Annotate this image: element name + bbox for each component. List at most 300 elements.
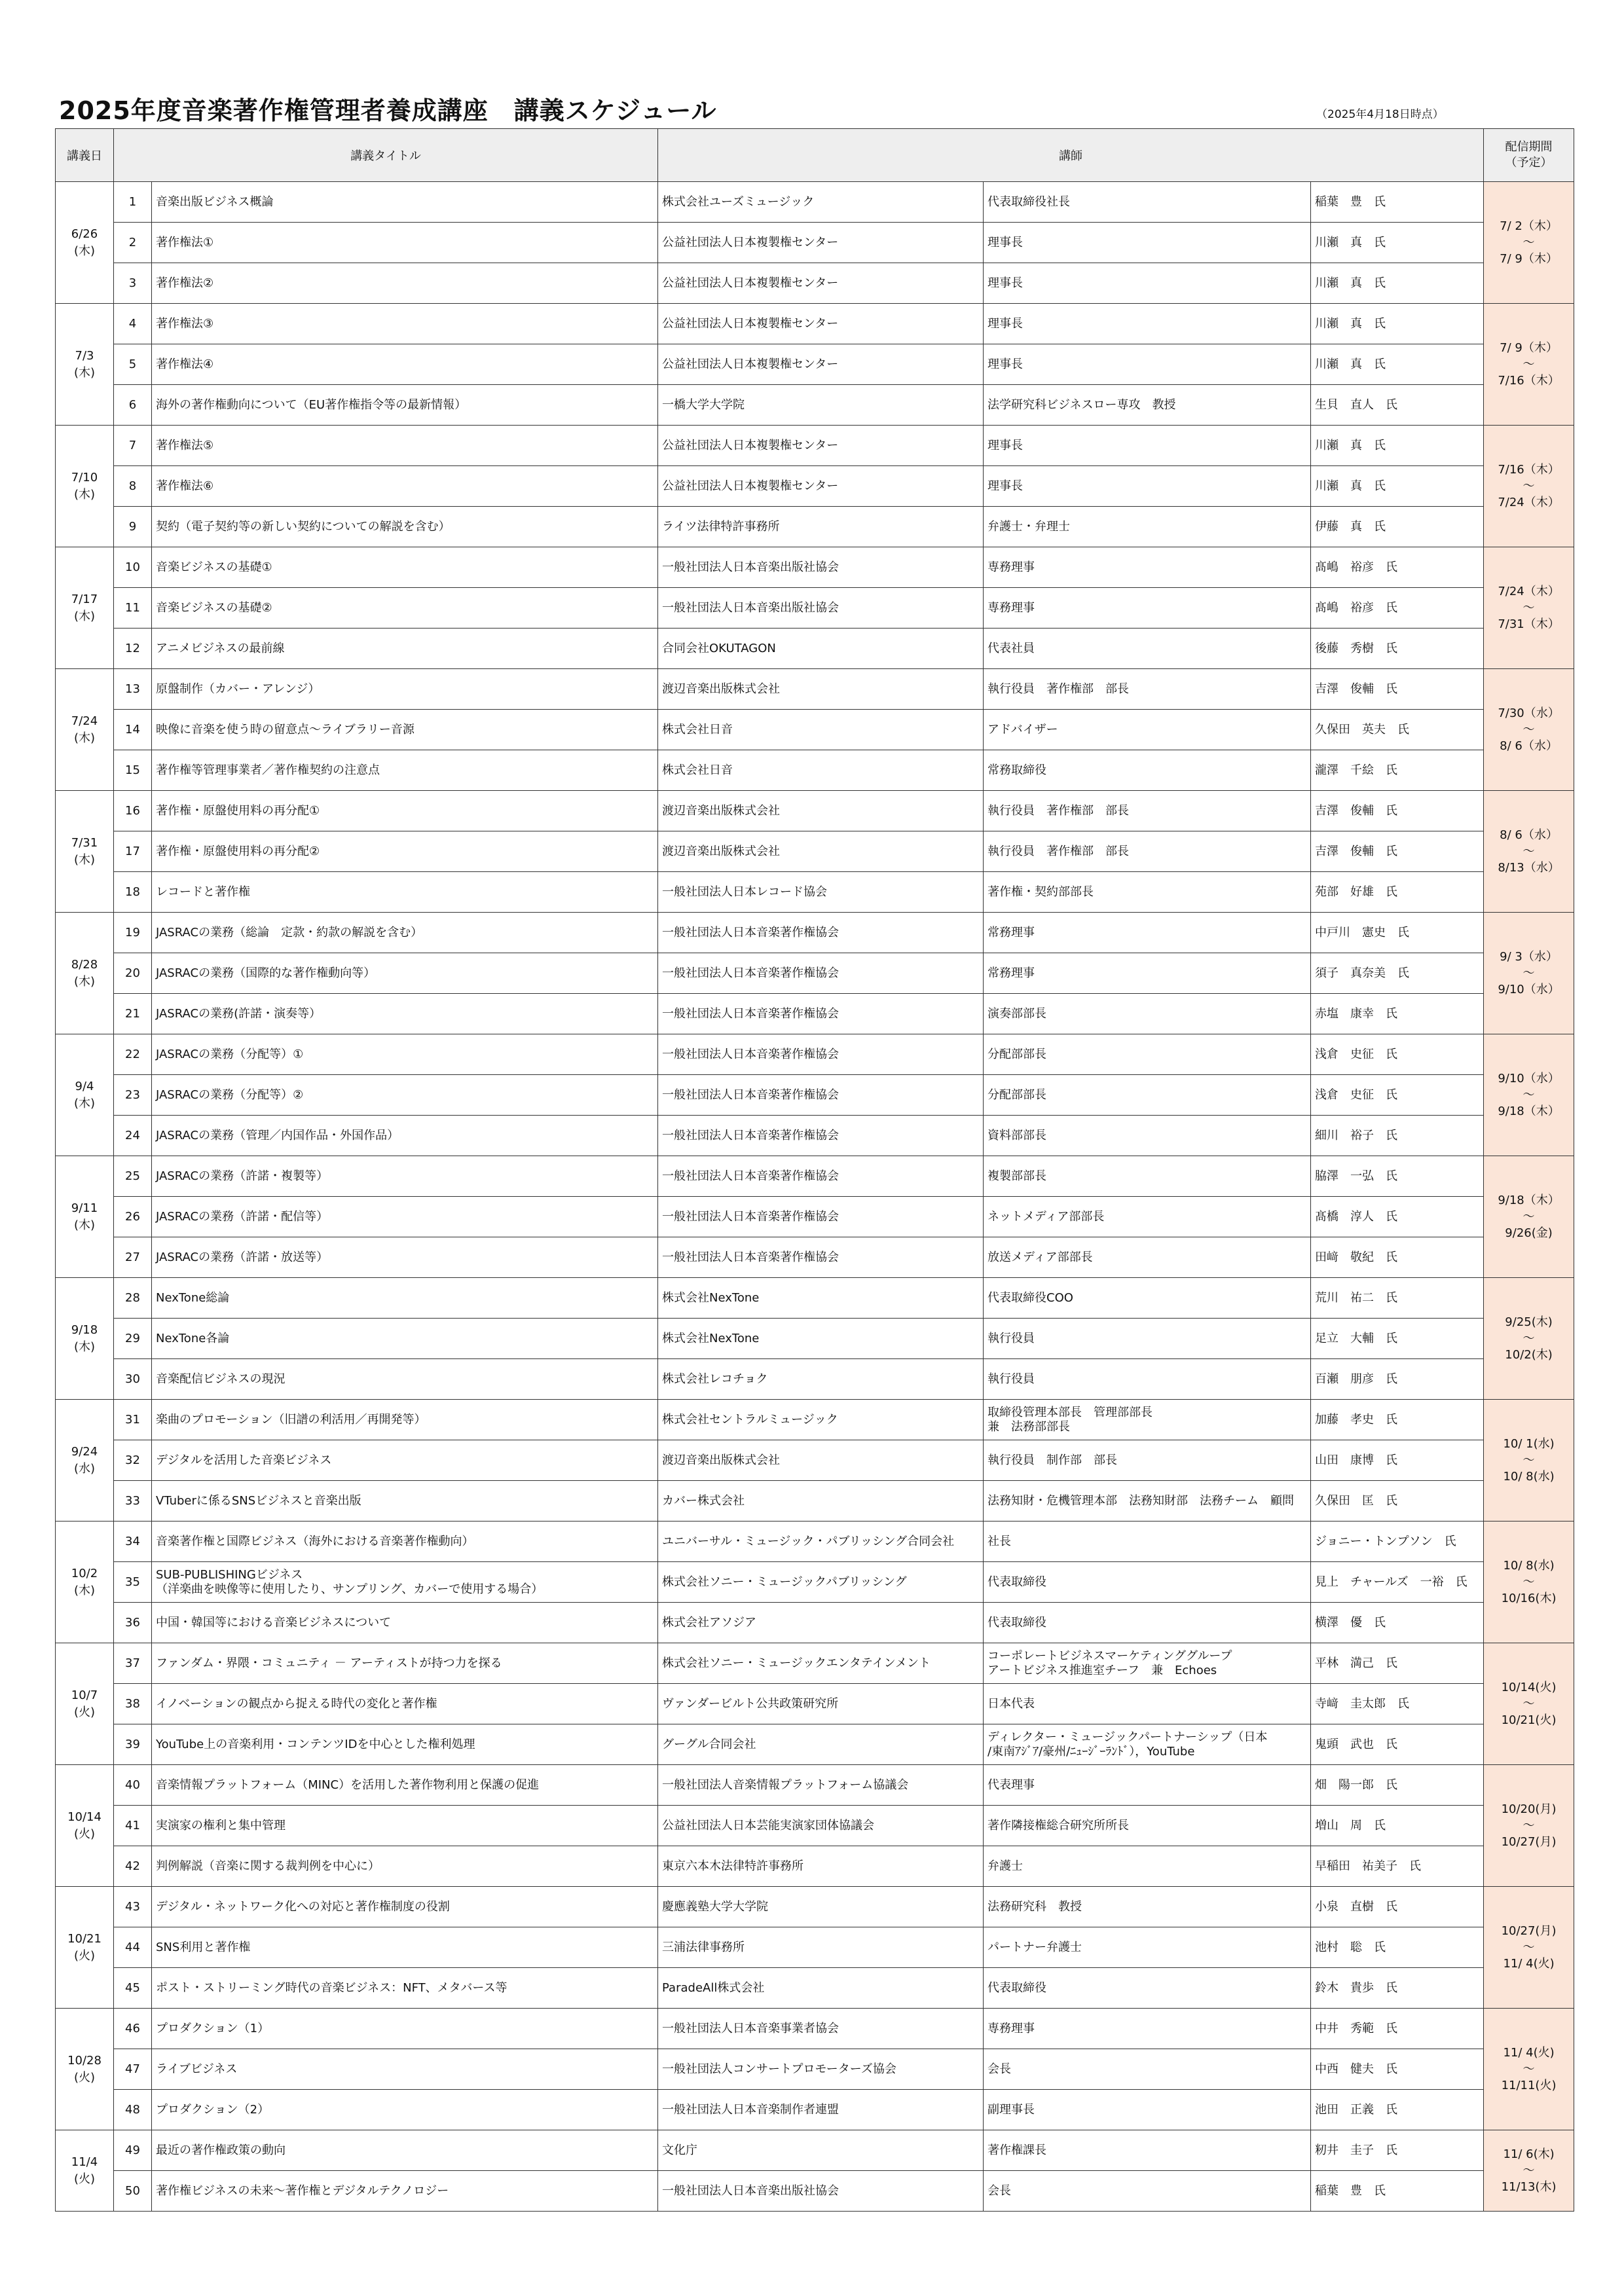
delivery-period — [1484, 1522, 1574, 1643]
lecture-date — [56, 1034, 114, 1156]
delivery-period — [1484, 2130, 1574, 2212]
lecture-title: NexTone各論 — [152, 1319, 658, 1359]
lecturer-position: ネットメディア部部長 — [984, 1197, 1311, 1237]
delivery-period-line: 9/ 3（水） — [1500, 950, 1558, 964]
delivery-period — [1484, 1278, 1574, 1400]
table-row — [56, 1724, 1574, 1765]
lecturer-organization: 一般社団法人日本音楽著作権協会 — [658, 994, 984, 1034]
delivery-period-line: 8/13（水） — [1498, 861, 1560, 875]
lecture-date-line: 10/21 — [67, 1931, 101, 1946]
lecturer-position: パートナー弁護士 — [984, 1927, 1311, 1968]
table-row — [56, 1400, 1574, 1440]
delivery-period-line: 7/ 9（木） — [1500, 341, 1558, 355]
delivery-period-line: ～ — [1522, 1941, 1535, 1954]
lecture-title: 音楽配信ビジネスの現況 — [152, 1359, 658, 1400]
lecture-number: 18 — [114, 872, 152, 913]
lecturer-name: 生貝 直人 氏 — [1311, 385, 1484, 426]
lecturer-name: 見上 チャールズ 一裕 氏 — [1311, 1562, 1484, 1603]
delivery-period-line: 9/10（水） — [1498, 983, 1560, 996]
lecture-date — [56, 669, 114, 791]
table-row — [56, 1034, 1574, 1075]
table-row — [56, 1806, 1574, 1846]
lecture-number: 10 — [114, 547, 152, 588]
lecturer-name: 須子 真奈美 氏 — [1311, 953, 1484, 994]
lecture-date-line: (火) — [73, 1948, 96, 1963]
lecture-date-line: (木) — [73, 1339, 96, 1354]
lecture-date-line: 9/4 — [75, 1079, 94, 1093]
delivery-period-line: ～ — [1522, 357, 1535, 371]
delivery-period-line: 9/18（木） — [1498, 1194, 1560, 1207]
lecture-title: ライブビジネス — [152, 2049, 658, 2090]
delivery-period-line: ～ — [1522, 966, 1535, 980]
lecture-date-line: 7/31 — [71, 835, 98, 850]
delivery-period-line: ～ — [1522, 2062, 1535, 2076]
lecture-number: 41 — [114, 1806, 152, 1846]
header-day: 講義日 — [56, 129, 114, 182]
lecture-date-line: (火) — [73, 2070, 96, 2085]
lecturer-position: 取締役管理本部長 管理部部長 兼 法務部部長 — [984, 1400, 1311, 1440]
lecturer-position: 執行役員 — [984, 1359, 1311, 1400]
lecture-date — [56, 547, 114, 669]
lecturer-organization: 一般社団法人日本音楽出版社協会 — [658, 547, 984, 588]
lecturer-position: 理事長 — [984, 304, 1311, 344]
table-row — [56, 629, 1574, 669]
table-row — [56, 304, 1574, 344]
table-row — [56, 710, 1574, 750]
lecture-number: 4 — [114, 304, 152, 344]
delivery-period-line: 10/27(月) — [1501, 1835, 1557, 1849]
lecture-title: JASRACの業務（許諾・複製等） — [152, 1156, 658, 1197]
lecture-number: 16 — [114, 791, 152, 831]
lecture-number: 45 — [114, 1968, 152, 2009]
lecturer-name: 髙嶋 裕彦 氏 — [1311, 588, 1484, 629]
lecture-number: 7 — [114, 426, 152, 466]
lecturer-position: 著作隣接権総合研究所所長 — [984, 1806, 1311, 1846]
lecturer-position: 会長 — [984, 2049, 1311, 2090]
lecturer-position: 専務理事 — [984, 588, 1311, 629]
lecturer-name: 横澤 優 氏 — [1311, 1603, 1484, 1643]
lecture-date — [56, 913, 114, 1034]
lecture-date — [56, 1278, 114, 1400]
lecture-title: プロダクション（2） — [152, 2090, 658, 2130]
lecture-number: 11 — [114, 588, 152, 629]
lecture-number: 42 — [114, 1846, 152, 1887]
table-row — [56, 1237, 1574, 1278]
lecturer-organization: 公益社団法人日本複製権センター — [658, 426, 984, 466]
lecturer-name: 後藤 秀樹 氏 — [1311, 629, 1484, 669]
delivery-period-line: 7/30（水） — [1498, 706, 1560, 720]
lecturer-name: 池村 聡 氏 — [1311, 1927, 1484, 1968]
table-row — [56, 2171, 1574, 2212]
lecturer-organization: 一般社団法人日本音楽著作権協会 — [658, 1116, 984, 1156]
lecture-date-line: 11/4 — [71, 2155, 98, 2169]
delivery-period-line: ～ — [1522, 1453, 1535, 1467]
table-row — [56, 1075, 1574, 1116]
delivery-period — [1484, 426, 1574, 547]
lecturer-position: 代表取締役 — [984, 1562, 1311, 1603]
lecturer-position: 理事長 — [984, 344, 1311, 385]
lecture-title: NexTone総論 — [152, 1278, 658, 1319]
lecture-title: 著作権等管理事業者／著作権契約の注意点 — [152, 750, 658, 791]
delivery-period-line: ～ — [1522, 1819, 1535, 1832]
lecture-title: 映像に音楽を使う時の留意点～ライブラリー音源 — [152, 710, 658, 750]
lecturer-organization: 一般社団法人音楽情報プラットフォーム協議会 — [658, 1765, 984, 1806]
table-row — [56, 2090, 1574, 2130]
lecturer-name: 川瀬 真 氏 — [1311, 426, 1484, 466]
delivery-period — [1484, 182, 1574, 304]
table-row — [56, 1684, 1574, 1724]
delivery-period-line: ～ — [1522, 845, 1535, 858]
lecture-date-line: (木) — [73, 852, 96, 867]
delivery-period-line: 9/26(金) — [1505, 1226, 1553, 1240]
lecturer-position: 弁護士 — [984, 1846, 1311, 1887]
lecturer-organization: 株式会社NexTone — [658, 1278, 984, 1319]
table-row — [56, 263, 1574, 304]
delivery-period — [1484, 1765, 1574, 1887]
lecturer-name: 田﨑 敬紀 氏 — [1311, 1237, 1484, 1278]
lecture-date-line: (木) — [73, 731, 96, 745]
lecturer-position: 常務理事 — [984, 913, 1311, 953]
lecturer-organization: 一般社団法人日本音楽事業者協会 — [658, 2009, 984, 2049]
lecturer-position: 理事長 — [984, 426, 1311, 466]
lecture-date-line: 7/24 — [71, 714, 98, 728]
lecture-date-line: (木) — [73, 1096, 96, 1110]
lecturer-position: 著作権・契約部部長 — [984, 872, 1311, 913]
lecture-date-line: (火) — [73, 1827, 96, 1841]
lecturer-organization: 株式会社日音 — [658, 750, 984, 791]
lecturer-organization: 一般社団法人日本音楽著作権協会 — [658, 913, 984, 953]
lecturer-name: 吉澤 俊輔 氏 — [1311, 791, 1484, 831]
lecture-title: 判例解説（音楽に関する裁判例を中心に） — [152, 1846, 658, 1887]
table-row — [56, 2009, 1574, 2049]
header-row — [56, 129, 1574, 182]
lecture-title: 著作権法⑤ — [152, 426, 658, 466]
lecture-number: 31 — [114, 1400, 152, 1440]
lecturer-position: 執行役員 著作権部 部長 — [984, 831, 1311, 872]
lecture-number: 3 — [114, 263, 152, 304]
lecturer-name: 吉澤 俊輔 氏 — [1311, 669, 1484, 710]
lecture-title: VTuberに係るSNSビジネスと音楽出版 — [152, 1481, 658, 1522]
lecturer-organization: 一般社団法人コンサートプロモーターズ協会 — [658, 2049, 984, 2090]
delivery-period-line: 10/2(木) — [1505, 1348, 1553, 1362]
table-row — [56, 1765, 1574, 1806]
lecturer-position: 法務知財・危機管理本部 法務知財部 法務チーム 顧問 — [984, 1481, 1311, 1522]
lecturer-organization: 株式会社ソニー・ミュージックパブリッシング — [658, 1562, 984, 1603]
delivery-period-line: 9/10（水） — [1498, 1072, 1560, 1085]
lecture-title: 音楽情報プラットフォーム（MINC）を活用した著作物利用と保護の促進 — [152, 1765, 658, 1806]
table-row — [56, 1968, 1574, 2009]
delivery-period-line: ～ — [1522, 723, 1535, 737]
lecture-number: 12 — [114, 629, 152, 669]
lecture-number: 14 — [114, 710, 152, 750]
table-row — [56, 953, 1574, 994]
lecturer-name: 川瀬 真 氏 — [1311, 304, 1484, 344]
lecturer-name: 山田 康博 氏 — [1311, 1440, 1484, 1481]
lecture-number: 15 — [114, 750, 152, 791]
lecture-date-line: 9/18 — [71, 1322, 98, 1337]
delivery-period-line: 10/ 8(水) — [1503, 1470, 1555, 1484]
lecture-title: アニメビジネスの最前線 — [152, 629, 658, 669]
lecturer-name: 加藤 孝史 氏 — [1311, 1400, 1484, 1440]
delivery-period-line: 8/ 6（水） — [1500, 739, 1558, 753]
lecturer-name: 早稲田 祐美子 氏 — [1311, 1846, 1484, 1887]
lecturer-position: 複製部部長 — [984, 1156, 1311, 1197]
lecture-title: 音楽著作権と国際ビジネス（海外における音楽著作権動向） — [152, 1522, 658, 1562]
delivery-period-line: 7/31（木） — [1498, 617, 1560, 631]
lecture-date-line: 6/26 — [71, 227, 98, 241]
table-row — [56, 1481, 1574, 1522]
table-row — [56, 1116, 1574, 1156]
table-row — [56, 1359, 1574, 1400]
delivery-period-line: 11/ 4(火) — [1503, 2046, 1555, 2060]
delivery-period-line: 8/ 6（水） — [1500, 828, 1558, 842]
lecture-title: 著作権法⑥ — [152, 466, 658, 507]
lecture-number: 48 — [114, 2090, 152, 2130]
delivery-period-line: ～ — [1522, 1332, 1535, 1345]
lecturer-organization: ライツ法律特許事務所 — [658, 507, 984, 547]
lecturer-organization: 一般社団法人日本レコード協会 — [658, 872, 984, 913]
lecturer-position: 理事長 — [984, 466, 1311, 507]
table-row — [56, 507, 1574, 547]
lecture-date — [56, 1765, 114, 1887]
lecture-number: 19 — [114, 913, 152, 953]
lecturer-organization: 合同会社OKUTAGON — [658, 629, 984, 669]
lecture-date — [56, 2130, 114, 2212]
table-row — [56, 1440, 1574, 1481]
lecture-title: 著作権法① — [152, 223, 658, 263]
as-of-date: （2025年4月18日時点） — [1316, 108, 1444, 121]
lecturer-organization: 渡辺音楽出版株式会社 — [658, 669, 984, 710]
lecturer-name: 苑部 好雄 氏 — [1311, 872, 1484, 913]
lecture-date — [56, 791, 114, 913]
lecture-number: 23 — [114, 1075, 152, 1116]
lecturer-name: ジョニー・トンプソン 氏 — [1311, 1522, 1484, 1562]
lecture-title: ファンダム・界隈・コミュニティ － アーティストが持つ力を探る — [152, 1643, 658, 1684]
lecture-title: JASRACの業務（総論 定款・約款の解説を含む） — [152, 913, 658, 953]
table-row — [56, 1319, 1574, 1359]
lecturer-name: 川瀬 真 氏 — [1311, 466, 1484, 507]
lecture-number: 17 — [114, 831, 152, 872]
lecturer-organization: 一般社団法人日本音楽制作者連盟 — [658, 2090, 984, 2130]
lecture-date-line: 10/2 — [71, 1566, 98, 1580]
lecture-number: 36 — [114, 1603, 152, 1643]
lecturer-organization: 公益社団法人日本芸能実演家団体協議会 — [658, 1806, 984, 1846]
lecture-date — [56, 1400, 114, 1522]
lecture-date-line: 9/24 — [71, 1444, 98, 1459]
lecture-date-line: 7/3 — [75, 348, 94, 363]
table-row — [56, 1562, 1574, 1603]
lecturer-position: 代表取締役COO — [984, 1278, 1311, 1319]
lecturer-position: 代表社員 — [984, 629, 1311, 669]
page-title: 2025年度音楽著作権管理者養成講座 講義スケジュール — [59, 96, 717, 125]
lecturer-organization: ParadeAll株式会社 — [658, 1968, 984, 2009]
table-row — [56, 1846, 1574, 1887]
table-row — [56, 1927, 1574, 1968]
table-row — [56, 669, 1574, 710]
lecture-title: 著作権・原盤使用料の再分配① — [152, 791, 658, 831]
lecture-date-line: (火) — [73, 1705, 96, 1719]
lecturer-organization: 三浦法律事務所 — [658, 1927, 984, 1968]
lecture-title: JASRACの業務（分配等）② — [152, 1075, 658, 1116]
lecture-number: 1 — [114, 182, 152, 223]
delivery-period — [1484, 1156, 1574, 1278]
lecture-date-line: 7/10 — [71, 470, 98, 484]
lecturer-name: 平林 満己 氏 — [1311, 1643, 1484, 1684]
table-row — [56, 913, 1574, 953]
delivery-period-line: 7/24（木） — [1498, 585, 1560, 598]
lecture-date — [56, 182, 114, 304]
lecturer-position: 副理事長 — [984, 2090, 1311, 2130]
lecturer-organization: 一般社団法人日本音楽著作権協会 — [658, 953, 984, 994]
lecture-date-line: (木) — [73, 487, 96, 501]
lecturer-organization: 一般社団法人日本音楽著作権協会 — [658, 1156, 984, 1197]
lecture-title: 海外の著作権動向について（EU著作権指令等の最新情報） — [152, 385, 658, 426]
lecturer-name: 久保田 英夫 氏 — [1311, 710, 1484, 750]
lecturer-position: 執行役員 — [984, 1319, 1311, 1359]
table-row — [56, 2130, 1574, 2171]
lecturer-name: 髙橋 淳人 氏 — [1311, 1197, 1484, 1237]
lecturer-name: 小泉 直樹 氏 — [1311, 1887, 1484, 1927]
lecturer-name: 川瀬 真 氏 — [1311, 344, 1484, 385]
header-lecturer: 講師 — [658, 129, 1484, 182]
lecturer-name: 吉澤 俊輔 氏 — [1311, 831, 1484, 872]
table-row — [56, 385, 1574, 426]
lecture-number: 40 — [114, 1765, 152, 1806]
lecturer-position: 分配部部長 — [984, 1075, 1311, 1116]
lecture-title: JASRACの業務（国際的な著作権動向等） — [152, 953, 658, 994]
lecture-date-line: (木) — [73, 609, 96, 623]
lecturer-organization: 一般社団法人日本音楽著作権協会 — [658, 1197, 984, 1237]
lecturer-organization: 株式会社ユーズミュージック — [658, 182, 984, 223]
lecture-number: 25 — [114, 1156, 152, 1197]
lecturer-name: 川瀬 真 氏 — [1311, 263, 1484, 304]
lecturer-position: 社長 — [984, 1522, 1311, 1562]
table-row — [56, 831, 1574, 872]
lecturer-position: コーポレートビジネスマーケティンググループ アートビジネス推進室チーフ 兼 Echoes — [984, 1643, 1311, 1684]
lecture-title: 音楽ビジネスの基礎② — [152, 588, 658, 629]
lecturer-name: 赤塩 康幸 氏 — [1311, 994, 1484, 1034]
table-row — [56, 1887, 1574, 1927]
lecturer-name: 伊藤 真 氏 — [1311, 507, 1484, 547]
lecture-number: 38 — [114, 1684, 152, 1724]
lecture-title: デジタル・ネットワーク化への対応と著作権制度の役割 — [152, 1887, 658, 1927]
lecture-number: 46 — [114, 2009, 152, 2049]
lecturer-name: 池田 正義 氏 — [1311, 2090, 1484, 2130]
lecturer-name: 足立 大輔 氏 — [1311, 1319, 1484, 1359]
lecturer-name: 荒川 祐二 氏 — [1311, 1278, 1484, 1319]
lecturer-position: 資料部部長 — [984, 1116, 1311, 1156]
delivery-period — [1484, 1400, 1574, 1522]
delivery-period-line: 11/11(火) — [1501, 2079, 1557, 2092]
lecture-number: 9 — [114, 507, 152, 547]
lecture-title: YouTube上の音楽利用・コンテンツIDを中心とした権利処理 — [152, 1724, 658, 1765]
schedule-table — [55, 128, 1574, 2212]
lecturer-name: 稲葉 豊 氏 — [1311, 2171, 1484, 2212]
lecturer-organization: 東京六本木法律特許事務所 — [658, 1846, 984, 1887]
lecture-date — [56, 2009, 114, 2130]
lecture-date-line: 7/17 — [71, 592, 98, 606]
lecturer-organization: 株式会社NexTone — [658, 1319, 984, 1359]
lecturer-position: 弁護士・弁理士 — [984, 507, 1311, 547]
lecture-number: 33 — [114, 1481, 152, 1522]
lecture-title: 原盤制作（カバー・アレンジ） — [152, 669, 658, 710]
table-row — [56, 588, 1574, 629]
delivery-period — [1484, 913, 1574, 1034]
lecture-date — [56, 1522, 114, 1643]
delivery-period-line: 9/18（木） — [1498, 1104, 1560, 1118]
lecture-number: 44 — [114, 1927, 152, 1968]
lecture-date-line: 10/14 — [67, 1810, 101, 1824]
lecturer-organization: 一般社団法人日本音楽著作権協会 — [658, 1075, 984, 1116]
table-row — [56, 750, 1574, 791]
lecturer-organization: 一般社団法人日本音楽出版社協会 — [658, 588, 984, 629]
lecture-date — [56, 1887, 114, 2009]
delivery-period-line: ～ — [1522, 1575, 1535, 1589]
lecture-title: 中国・韓国等における音楽ビジネスについて — [152, 1603, 658, 1643]
lecture-number: 21 — [114, 994, 152, 1034]
lecture-title: 契約（電子契約等の新しい契約についての解説を含む） — [152, 507, 658, 547]
table-row — [56, 223, 1574, 263]
table-row — [56, 791, 1574, 831]
lecture-title: SNS利用と著作権 — [152, 1927, 658, 1968]
lecturer-position: 代表理事 — [984, 1765, 1311, 1806]
lecturer-position: 執行役員 著作権部 部長 — [984, 669, 1311, 710]
lecturer-name: 稲葉 豊 氏 — [1311, 182, 1484, 223]
lecture-title: 著作権法④ — [152, 344, 658, 385]
lecture-title: 楽曲のプロモーション（旧譜の利活用／再開発等） — [152, 1400, 658, 1440]
lecturer-organization: 渡辺音楽出版株式会社 — [658, 1440, 984, 1481]
lecture-date-line: 9/11 — [71, 1201, 98, 1215]
delivery-period-line: 11/ 4(火) — [1503, 1957, 1555, 1971]
delivery-period-line: 7/24（木） — [1498, 496, 1560, 509]
delivery-period-line: ～ — [1522, 1697, 1535, 1711]
table-row — [56, 2049, 1574, 2090]
lecturer-name: 百瀬 朋彦 氏 — [1311, 1359, 1484, 1400]
lecture-number: 29 — [114, 1319, 152, 1359]
delivery-period-line: 10/20(月) — [1501, 1802, 1557, 1816]
lecture-date-line: (木) — [73, 365, 96, 380]
lecture-title: 著作権ビジネスの未来～著作権とデジタルテクノロジー — [152, 2171, 658, 2212]
lecturer-organization: 株式会社セントラルミュージック — [658, 1400, 984, 1440]
table-row — [56, 1156, 1574, 1197]
table-row — [56, 182, 1574, 223]
lecture-number: 28 — [114, 1278, 152, 1319]
lecturer-name: 畑 陽一郎 氏 — [1311, 1765, 1484, 1806]
delivery-period-line: 7/16（木） — [1498, 463, 1560, 477]
lecturer-organization: 一般社団法人日本音楽出版社協会 — [658, 2171, 984, 2212]
lecturer-position: 演奏部部長 — [984, 994, 1311, 1034]
lecture-title: SUB-PUBLISHINGビジネス （洋楽曲を映像等に使用したり、サンプリング、カバーで使用する場合） — [152, 1562, 658, 1603]
lecturer-position: 法学研究科ビジネスロー専攻 教授 — [984, 385, 1311, 426]
lecture-date — [56, 426, 114, 547]
delivery-period-line: ～ — [1522, 601, 1535, 615]
lecture-date — [56, 1643, 114, 1765]
lecturer-organization: 公益社団法人日本複製権センター — [658, 466, 984, 507]
lecture-title: 著作権法③ — [152, 304, 658, 344]
lecturer-organization: 公益社団法人日本複製権センター — [658, 263, 984, 304]
lecture-date-line: (木) — [73, 1218, 96, 1232]
lecturer-organization: 株式会社アソジア — [658, 1603, 984, 1643]
lecturer-organization: 渡辺音楽出版株式会社 — [658, 831, 984, 872]
lecturer-name: 脇澤 一弘 氏 — [1311, 1156, 1484, 1197]
lecture-date-line: (木) — [73, 974, 96, 989]
table-row — [56, 1197, 1574, 1237]
table-row — [56, 1643, 1574, 1684]
table-row — [56, 1522, 1574, 1562]
lecture-title: JASRACの業務（分配等）① — [152, 1034, 658, 1075]
lecture-number: 37 — [114, 1643, 152, 1684]
lecture-number: 27 — [114, 1237, 152, 1278]
